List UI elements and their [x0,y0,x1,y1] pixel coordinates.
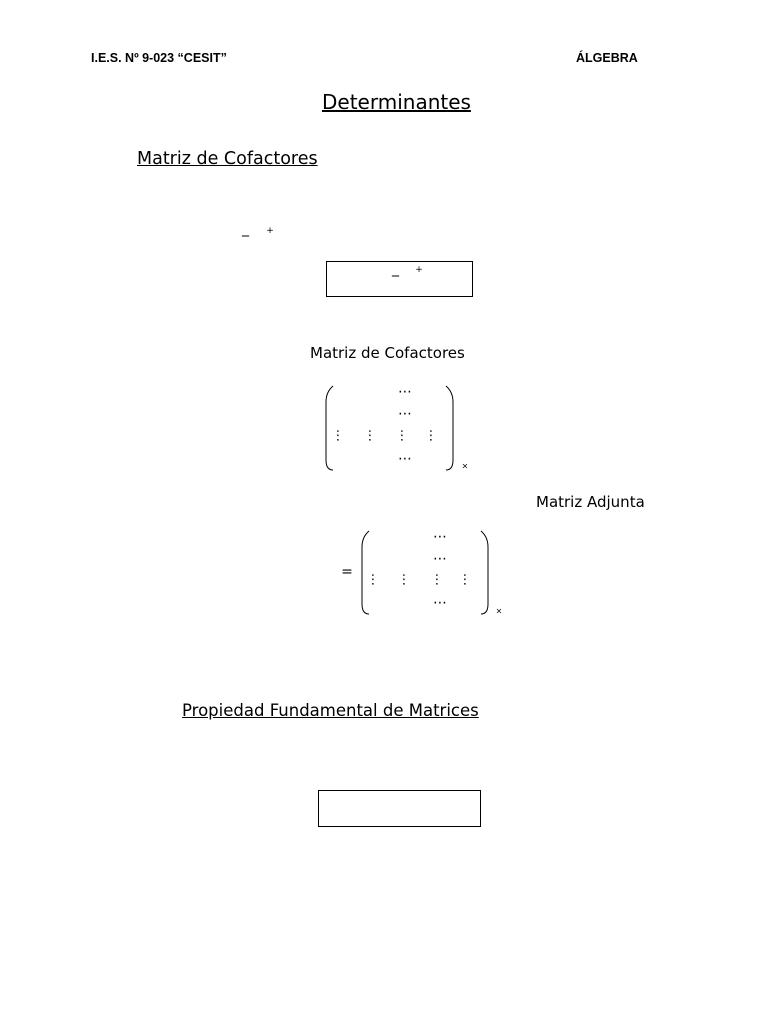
adjoint-matrix-caption: Matriz Adjunta [536,493,645,511]
header-institution: I.E.S. Nº 9-023 “CESIT” [91,51,227,65]
matrix-entry-ellipsis: ⋯ [433,595,447,611]
matrix-entry-vdots: ⋮ [363,428,377,444]
header-subject: ÁLGEBRA [576,51,638,65]
property-formula-box [318,790,481,827]
formula-box [326,261,473,297]
page-title: Determinantes [322,90,471,114]
matrix-entry-vdots: ⋮ [331,428,345,444]
formula-box-plus: + [415,265,423,275]
matrix-entry-ellipsis: ⋯ [433,529,447,545]
matrix-entry-ellipsis: ⋯ [398,451,412,467]
sign-plus: + [266,226,274,236]
cofactor-matrix [320,380,470,475]
adjoint-matrix-brackets [340,525,508,620]
matrix-right-bracket [446,386,453,470]
matrix-size-subscript: × [461,461,469,471]
adjoint-matrix [340,525,508,620]
matrix-entry-vdots: ⋮ [366,572,380,588]
matrix-entry-ellipsis: ⋯ [398,384,412,400]
matrix-right-bracket [481,531,488,614]
matrix-size-subscript: × [495,606,503,616]
cofactor-matrix-caption: Matriz de Cofactores [310,344,465,362]
matrix-entry-ellipsis: ⋯ [398,406,412,422]
matrix-entry-vdots: ⋮ [395,428,409,444]
section-heading-property: Propiedad Fundamental de Matrices [182,701,479,720]
matrix-entry-vdots: ⋮ [430,572,444,588]
cofactor-matrix-brackets [320,380,470,475]
formula-box-minus: _ [392,261,399,277]
matrix-entry-vdots: ⋮ [397,572,411,588]
matrix-entry-vdots: ⋮ [424,428,438,444]
matrix-entry-ellipsis: ⋯ [433,551,447,567]
matrix-entry-vdots: ⋮ [458,572,472,588]
section-heading-cofactors: Matriz de Cofactores [137,149,318,169]
adjoint-equals-sign: = [341,564,353,580]
sign-minus: _ [242,221,249,237]
